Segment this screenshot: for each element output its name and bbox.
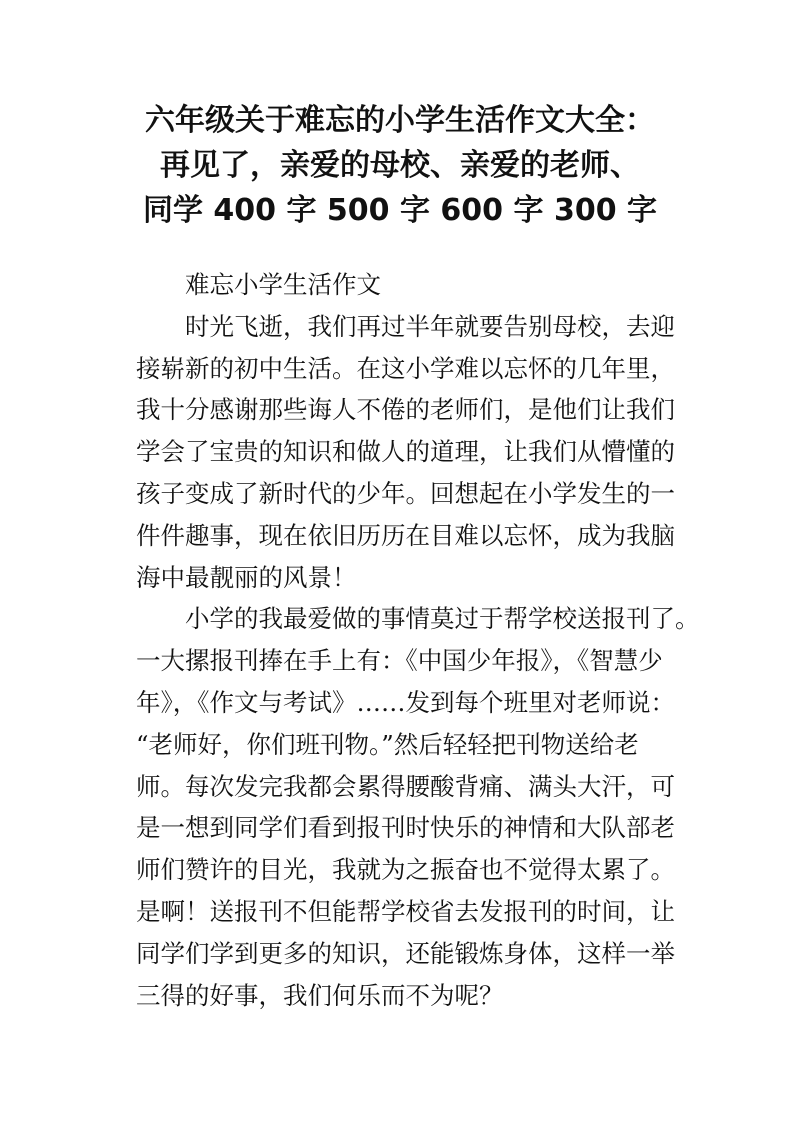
paragraph-2-line: 同学们学到更多的知识，还能锻炼身体，这样一举 (136, 938, 675, 968)
paragraph-2-line: 一大摞报刊捧在手上有：《中国少年报》，《智慧少 (136, 646, 663, 676)
paragraph-2 (136, 598, 700, 1016)
paragraph-2-line: 是啊！送报刊不但能帮学校省去发报刊的时间，让 (136, 896, 675, 926)
document-body (136, 264, 700, 1016)
section-heading: 难忘小学生活作文 (185, 270, 381, 299)
paragraph-1-line: 学会了宝贵的知识和做人的道理，让我们从懵懂的 (136, 437, 675, 467)
paragraph-2-line: 师。每次发完我都会累得腰酸背痛、满头大汗，可 (136, 771, 675, 801)
title-line-1: 六年级关于难忘的小学生活作文大全： (145, 103, 655, 138)
title-line-3: 同学 400 字 500 字 600 字 300 字 (142, 193, 658, 228)
paragraph-1-line: 件件趣事，现在依旧历历在目难以忘怀，成为我脑 (136, 520, 675, 550)
paragraph-2-line: 年》，《作文与考试》……发到每个班里对老师说： (136, 687, 675, 717)
paragraph-1 (136, 306, 676, 599)
paragraph-1-line: 我十分感谢那些诲人不倦的老师们，是他们让我们 (136, 395, 675, 425)
paragraph-2-line: “老师好，你们班刊物。”然后轻轻把刊物送给老 (136, 729, 639, 759)
paragraph-1-line: 接崭新的初中生活。在这小学难以忘怀的几年里， (136, 353, 675, 383)
paragraph-1-line: 孩子变成了新时代的少年。回想起在小学发生的一 (136, 478, 675, 508)
paragraph-2-line: 三得的好事，我们何乐而不为呢？ (136, 980, 504, 1010)
paragraph-2-line: 小学的我最爱做的事情莫过于帮学校送报刊了。 (185, 604, 700, 634)
title-line-2: 再见了，亲爱的母校、亲爱的老师、 (160, 148, 640, 183)
paragraph-1-line: 海中最靓丽的风景！ (136, 562, 357, 592)
paragraph-2-line: 是一想到同学们看到报刊时快乐的神情和大队部老 (136, 813, 675, 843)
paragraph-1-line: 时光飞逝，我们再过半年就要告别母校，去迎 (185, 311, 675, 341)
document-title (120, 98, 680, 233)
paragraph-2-line: 师们赞许的目光，我就为之振奋也不觉得太累了。 (136, 855, 675, 885)
